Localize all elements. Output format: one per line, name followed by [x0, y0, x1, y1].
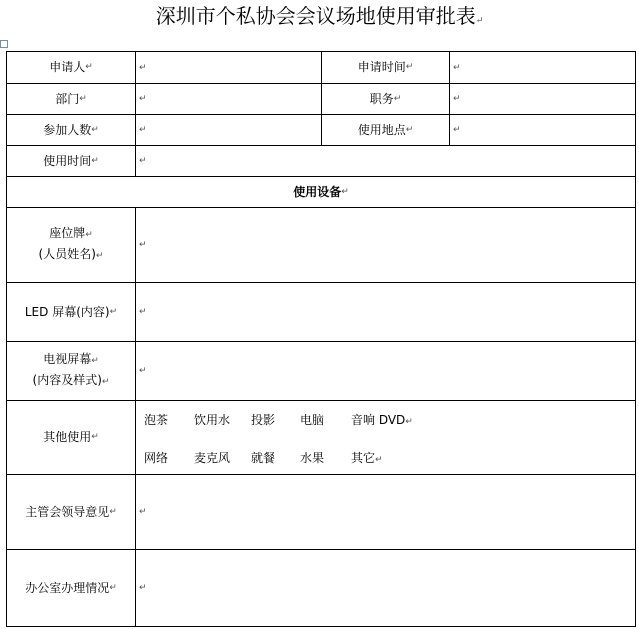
item-tea[interactable]: 泡茶	[144, 413, 169, 427]
led-label: LED 屏幕(内容) ↵	[7, 283, 136, 342]
other-field[interactable]	[136, 401, 635, 475]
form-title: 深圳市个私协会会议场地使用审批表↵	[155, 4, 484, 28]
position-field[interactable]: ↵	[450, 84, 635, 115]
apply-time-field[interactable]: ↵	[450, 52, 635, 84]
leader-opinion-field[interactable]: ↵	[136, 475, 635, 550]
other-label: 其他使用 ↵	[7, 401, 136, 475]
attendees-label: 参加人数 ↵	[7, 115, 136, 146]
paragraph-mark: ↵	[475, 16, 484, 26]
item-microphone[interactable]: 麦克风	[194, 451, 231, 465]
item-dining[interactable]: 就餐	[251, 451, 276, 465]
item-fruit[interactable]: 水果	[300, 451, 325, 465]
tv-label: 电视屏幕↵ (内容及样式)↵	[7, 342, 136, 401]
item-projector[interactable]: 投影	[251, 413, 276, 427]
office-handling-field[interactable]: ↵	[139, 583, 147, 593]
item-water[interactable]: 饮用水	[194, 413, 231, 427]
location-field[interactable]: ↵	[450, 115, 635, 146]
use-time-field[interactable]: ↵	[136, 146, 635, 177]
item-network[interactable]: 网络	[144, 451, 169, 465]
equipment-header: 使用设备 ↵	[7, 177, 635, 208]
approval-table	[6, 51, 636, 627]
led-field[interactable]: ↵	[136, 283, 635, 342]
office-handling-label: 办公室办理情况 ↵	[7, 550, 136, 626]
position-label: 职务 ↵	[322, 84, 450, 115]
department-label: 部门 ↵	[7, 84, 136, 115]
tv-field[interactable]: ↵	[136, 342, 635, 401]
item-other[interactable]: 其它↵	[351, 451, 383, 465]
item-computer[interactable]: 电脑	[300, 413, 325, 427]
department-field[interactable]: ↵	[136, 84, 322, 115]
nameplate-field[interactable]: ↵	[136, 208, 635, 283]
apply-time-label: 申请时间 ↵	[322, 52, 450, 84]
applicant-label: 申请人 ↵	[7, 52, 136, 84]
item-audio-dvd[interactable]: 音响 DVD↵	[351, 413, 413, 427]
attendees-field[interactable]: ↵	[136, 115, 322, 146]
leader-opinion-label: 主管会领导意见 ↵	[7, 475, 136, 550]
nameplate-label: 座位牌↵ (人员姓名)↵	[7, 208, 136, 283]
table-anchor-icon	[0, 40, 8, 48]
location-label: 使用地点 ↵	[322, 115, 450, 146]
use-time-label: 使用时间 ↵	[7, 146, 136, 177]
applicant-field[interactable]: ↵	[136, 52, 322, 84]
